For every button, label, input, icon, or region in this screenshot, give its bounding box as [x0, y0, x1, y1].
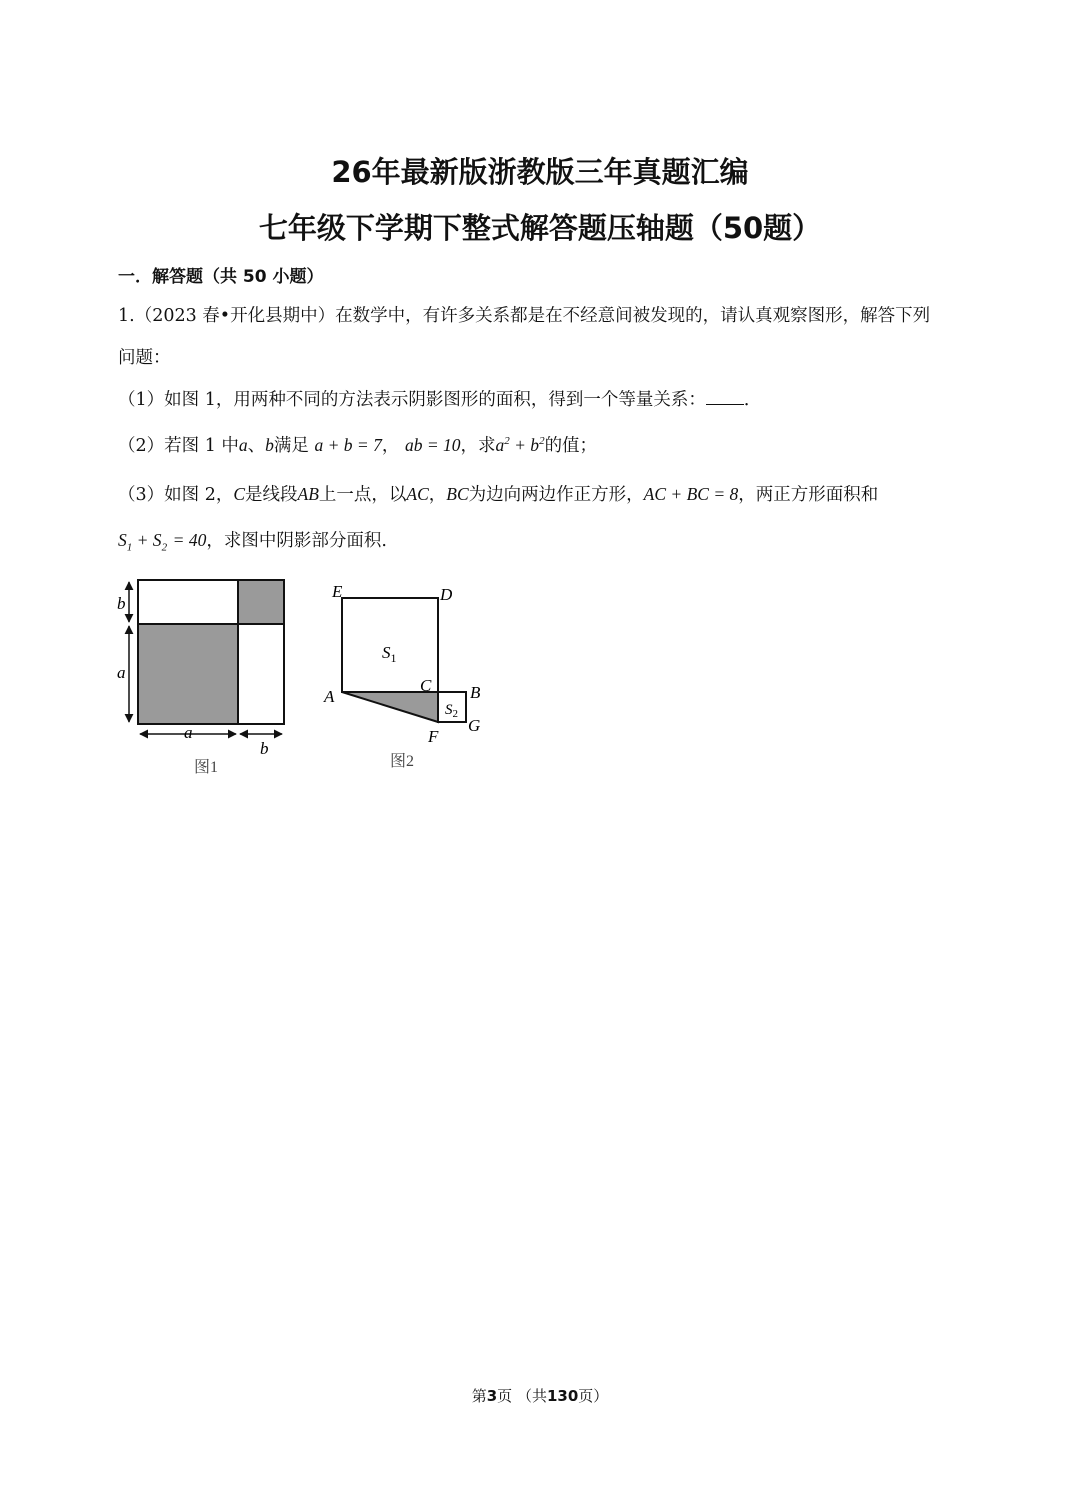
- var-b: b: [265, 435, 274, 455]
- part2-sep: 、: [247, 436, 266, 456]
- segment-BC: BC: [446, 484, 469, 504]
- part1-text: （1）如图 1，用两种不同的方法表示阴影图形的面积，得到一个等量关系：: [118, 390, 706, 410]
- part2-prefix: （2）若图 1 中: [118, 436, 239, 456]
- fig1-label-a-left: a: [117, 663, 126, 682]
- part3-end: ，两正方形面积和: [738, 485, 879, 505]
- footer-page-number: 3: [486, 1387, 498, 1405]
- equation-area-sum: = 40: [172, 530, 207, 550]
- fig2-caption: 图2: [390, 753, 415, 770]
- equation-product: ab = 10: [404, 435, 461, 455]
- fig1-shaded-large-square: [138, 624, 238, 724]
- part3-mid4: 为边向两边作正方形，: [468, 485, 644, 505]
- fig2-label-S1: $S_1$: [382, 643, 397, 665]
- var-a: a: [238, 435, 248, 455]
- fig1-label-a-bottom: a: [184, 723, 193, 742]
- footer-pre: 第: [471, 1387, 487, 1405]
- fig1-caption: 图1: [194, 759, 219, 776]
- fig1-shaded-small-square: [238, 580, 284, 624]
- expression-s1-s2: $S_1 + S_2$: [118, 530, 168, 554]
- part3-mid3: ，: [428, 485, 447, 505]
- part3-mid2: 上一点，以: [318, 485, 407, 505]
- point-C: C: [233, 484, 246, 504]
- fig2-point-C: C: [420, 676, 432, 695]
- part2-mid: 满足: [273, 436, 309, 456]
- fig1-label-b-left: b: [117, 594, 126, 613]
- footer-total-pages: 130: [546, 1387, 579, 1405]
- question1-part3-cont: [118, 527, 387, 554]
- part3-prefix: （3）如图 2，: [118, 485, 234, 505]
- fig2-label-S2: $S_2$: [445, 702, 458, 720]
- part3-mid1: 是线段: [245, 485, 298, 505]
- question1-stem-cont: 问题：: [118, 348, 171, 368]
- document-title-line2: 七年级下学期下整式解答题压轴题（50题）: [258, 211, 822, 245]
- figure2-diagram: [318, 578, 498, 778]
- segment-AB: AB: [297, 484, 319, 504]
- part2-comma: ，: [381, 436, 400, 456]
- question1-stem: 1.（2023 春•开化县期中）在数学中，有许多关系都是在不经意间被发现的，请认真观察图形，解答下列: [118, 306, 931, 326]
- section-heading: 一．解答题（共 50 小题）: [118, 267, 324, 287]
- part2-ask: ，求: [460, 436, 496, 456]
- question1-part2: [118, 432, 597, 457]
- question1-part1: [118, 386, 761, 411]
- part3-line2-end: ，求图中阴影部分面积.: [206, 531, 387, 551]
- fig2-point-F: F: [428, 727, 439, 746]
- fig2-point-G: G: [468, 716, 481, 735]
- fig2-point-B: B: [470, 683, 481, 702]
- fig1-label-b-bottom: b: [260, 739, 269, 758]
- page-footer: [0, 1385, 1080, 1406]
- expression-sum-of-squares: $a^2 + b^2$: [495, 435, 545, 455]
- part2-end: 的值；: [544, 436, 598, 456]
- footer-mid: 页 （共: [497, 1387, 547, 1405]
- segment-AC: AC: [406, 484, 429, 504]
- equation-ac-bc: AC + BC = 8: [643, 484, 739, 504]
- fig2-point-D: D: [440, 585, 453, 604]
- fig2-point-E: E: [332, 582, 343, 601]
- footer-post: 页）: [578, 1387, 609, 1405]
- figure1-diagram: [108, 572, 298, 782]
- document-title-line1: 26年最新版浙教版三年真题汇编: [331, 155, 749, 189]
- fig2-shaded-triangle: [342, 692, 438, 722]
- part1-end: ．: [743, 390, 762, 410]
- question1-part3: [118, 481, 878, 506]
- fig2-point-A: A: [324, 687, 335, 706]
- answer-blank: [706, 390, 744, 405]
- equation-sum: a + b = 7: [314, 435, 382, 455]
